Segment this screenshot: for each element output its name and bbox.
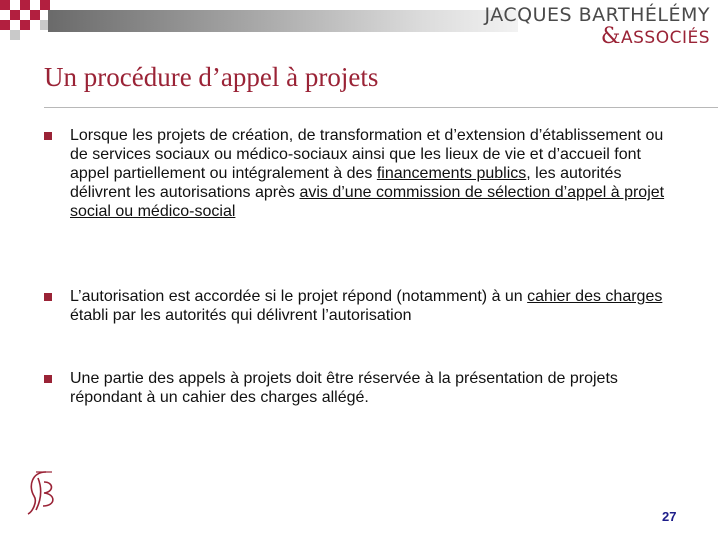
title-divider bbox=[44, 107, 718, 108]
brand-ampersand: & bbox=[600, 24, 621, 49]
underlined-term: avis d’une commission de sélection d’appel à projet social ou médico-social bbox=[70, 184, 665, 220]
checker-square bbox=[20, 20, 30, 30]
bullet-item-2 bbox=[44, 287, 674, 325]
brand-name-line2 bbox=[601, 24, 710, 49]
checker-square bbox=[0, 0, 10, 10]
brand-logo bbox=[484, 2, 714, 49]
page-number: 27 bbox=[662, 509, 677, 524]
bullet-item-1 bbox=[44, 126, 674, 221]
brand-name-line1: JACQUES BARTHÉLÉMY bbox=[484, 4, 710, 26]
checker-square bbox=[10, 30, 20, 40]
bullet-text: Une partie des appels à projets doit être réservée à la présentation de projets répondant à un cahier des charges allégé. bbox=[70, 370, 618, 406]
bullet-text: Lorsque les projets de création, de transformation et d’extension d’établissement ou de services sociaux ou médico-sociaux ainsi que les lieux de vie et d’accueil font appel partiellement ou intégralement à des financements publics, les autorités délivrent les autorisations après avis d’une commission de sélection d’appel à projet social ou médico-social bbox=[70, 127, 665, 220]
checker-square bbox=[10, 10, 20, 20]
underlined-term: cahier des charges bbox=[527, 288, 663, 305]
square-bullet-icon bbox=[44, 293, 52, 301]
bullet-item-3 bbox=[44, 369, 674, 407]
checker-square bbox=[0, 20, 10, 30]
underlined-term: financements publics bbox=[376, 165, 527, 182]
jb-seal-logo bbox=[24, 468, 60, 520]
checker-square bbox=[40, 0, 50, 10]
slide-title: Un procédure d’appel à projets bbox=[44, 62, 379, 92]
square-bullet-icon bbox=[44, 375, 52, 383]
brand-associes: ASSOCIÉS bbox=[620, 28, 710, 48]
checker-square bbox=[20, 0, 30, 10]
header-gradient-band bbox=[48, 10, 518, 32]
bullet-text: L’autorisation est accordée si le projet répond (notamment) à un cahier des charges établi par les autorités qui délivrent l’autorisation bbox=[70, 288, 663, 324]
square-bullet-icon bbox=[44, 132, 52, 140]
checker-square bbox=[30, 10, 40, 20]
